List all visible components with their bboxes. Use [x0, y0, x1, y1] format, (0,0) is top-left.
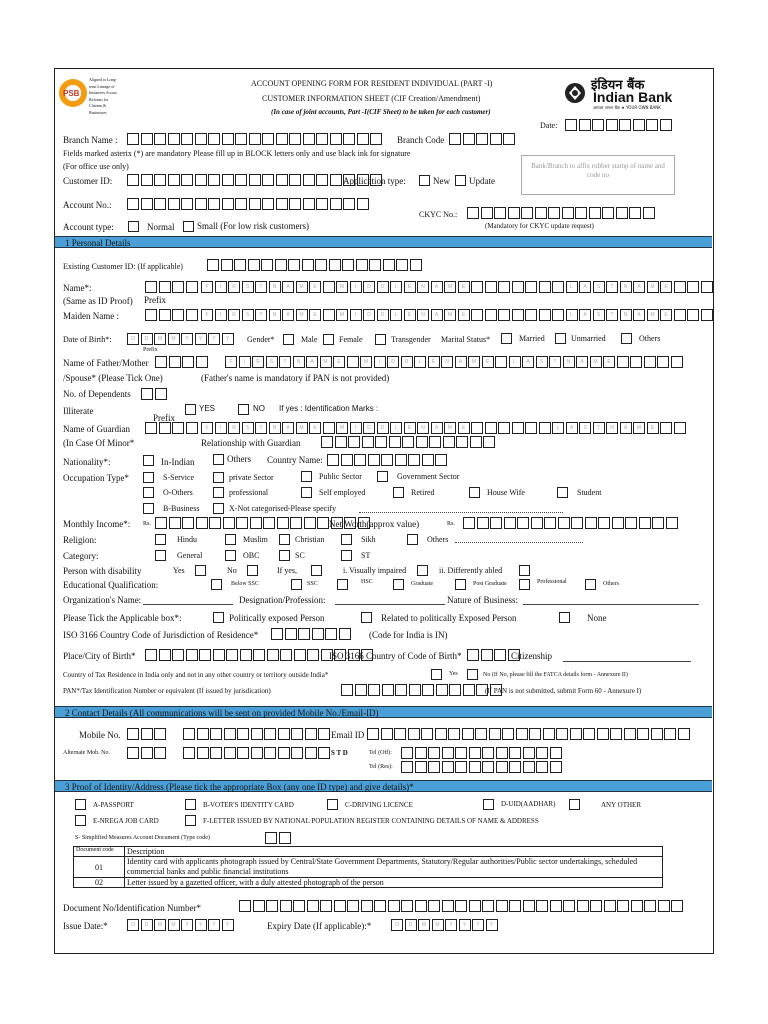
nationality-others-label: Others: [227, 454, 251, 464]
sheet-title: CUSTOMER INFORMATION SHEET (CIF Creation/Amendment): [262, 94, 481, 103]
doc-code-header: Document code: [74, 847, 125, 857]
in-indian-checkbox[interactable]: [143, 455, 154, 466]
self-employed-label: Self employed: [319, 488, 366, 497]
date-boxes[interactable]: [565, 119, 673, 131]
passport-label: A-PASSPORT: [93, 801, 134, 809]
marital-label: Marital Status*: [441, 335, 491, 344]
guardian-name-boxes[interactable]: F I R S T N A M E M I D D L E N A M E L A S T N A M E: [201, 422, 687, 434]
female-checkbox[interactable]: [323, 334, 334, 345]
ckyc-note: (Mandatory for CKYC update request): [485, 222, 594, 230]
document-code-table: [73, 846, 663, 888]
normal-label: Normal: [147, 222, 175, 232]
name-boxes[interactable]: F I R S T N A M E M I D D L E N A M E L A S T N A M E: [201, 281, 714, 293]
same-as-id-label: (Same as ID Proof): [63, 296, 133, 306]
doc-no-boxes[interactable]: [239, 900, 685, 912]
father-note: (Father's name is mandatory if PAN is not provided): [201, 373, 390, 383]
below-ssc-checkbox[interactable]: [211, 579, 222, 590]
joint-account-note: (In case of joint accounts, Part -I(CIF Sheet) to be taken for each customer): [271, 108, 491, 116]
bank-name: Indian Bank: [593, 89, 673, 105]
relationship-label: Relationship with Guardian: [201, 438, 301, 448]
prefix-guardian-label: Prefix: [153, 413, 175, 423]
spouse-label: /Spouse* (Please Tick One): [63, 373, 163, 383]
form-title: ACCOUNT OPENING FORM FOR RESIDENT INDIVIDUAL (PART -I): [251, 79, 493, 88]
x-not-categorised-label: X-Not categorised-Please specify: [229, 504, 337, 513]
issue-date-label: Issue Date:*: [63, 921, 108, 931]
name-prefix-boxes[interactable]: [145, 281, 199, 293]
post-graduate-checkbox[interactable]: [455, 579, 466, 590]
differently-checkbox[interactable]: [519, 565, 530, 576]
marital-others-label: Others: [639, 334, 661, 343]
dependents-boxes[interactable]: [141, 388, 168, 400]
nationality-others-checkbox[interactable]: [213, 454, 224, 465]
application-type-label: Application type:: [343, 176, 406, 186]
designation-line[interactable]: [335, 604, 445, 605]
sikh-label: Sikh: [361, 535, 376, 544]
unmarried-checkbox[interactable]: [555, 333, 566, 344]
designation-label: Designation/Profession:: [239, 595, 326, 605]
education-label: Educational Qualification:: [63, 580, 159, 590]
dependents-label: No. of Dependents: [63, 389, 131, 399]
psb-logo-text: PSB: [63, 89, 80, 98]
disability-no-checkbox[interactable]: [247, 565, 258, 576]
guardian-label: Name of Guardian: [63, 424, 130, 434]
government-label: Government Sector: [397, 472, 460, 481]
net-worth-label: Net Worth(approx value): [329, 519, 420, 529]
new-checkbox[interactable]: [419, 175, 430, 186]
nrega-checkbox[interactable]: [75, 815, 86, 826]
in-indian-label: In-Indian: [161, 457, 195, 467]
hsc-checkbox[interactable]: [337, 579, 348, 590]
tel-off-boxes[interactable]: [401, 747, 563, 759]
b-business-checkbox[interactable]: [143, 503, 154, 514]
branch-code-label: Branch Code: [397, 135, 445, 145]
psb-tagline: Aligned to Long-term Lineage of Initiatives Across Reforms for Citizens & Businesses: [89, 77, 117, 115]
below-ssc-label: Below SSC: [231, 581, 259, 587]
male-label: Male: [301, 335, 318, 344]
country-name-boxes[interactable]: [327, 454, 449, 466]
illiterate-no-checkbox[interactable]: [238, 404, 249, 415]
passport-checkbox[interactable]: [75, 799, 86, 810]
category-label: Category:: [63, 551, 99, 561]
public-label: Public Sector: [319, 472, 362, 481]
maiden-prefix-boxes[interactable]: [145, 309, 199, 321]
tel-res-label: Tel (Res):: [369, 764, 393, 770]
form-page: [54, 68, 714, 954]
marital-others-checkbox[interactable]: [621, 333, 632, 344]
section-contact-details: 2 Contact Details (All communications will be sent on provided Mobile No./Email-ID): [55, 706, 712, 718]
sc-checkbox[interactable]: [279, 550, 290, 561]
occupation-label: Occupation Type*: [63, 473, 129, 483]
nrega-label: E-NREGA JOB CARD: [93, 817, 159, 825]
father-label: Name of Father/Mother: [63, 358, 149, 368]
new-label: New: [433, 176, 450, 186]
retired-checkbox[interactable]: [393, 487, 404, 498]
uid-label: D-UID(AADHAR): [501, 800, 556, 808]
simplified-label: S- Simplified Measures Account Document (Type code): [75, 835, 210, 841]
account-no-boxes[interactable]: [127, 198, 370, 210]
education-others-label: Others: [603, 581, 619, 587]
hsc-label: HSC: [361, 579, 373, 585]
disability-yes-label: Yes: [173, 566, 185, 575]
religion-others-checkbox[interactable]: [407, 534, 418, 545]
female-label: Female: [339, 335, 363, 344]
related-pep-label: Related to politically Exposed Person: [381, 613, 517, 623]
ckyc-boxes[interactable]: [467, 207, 656, 219]
disability-yes-checkbox[interactable]: [195, 565, 206, 576]
ssc-checkbox[interactable]: [291, 579, 302, 590]
citizenship-line[interactable]: [563, 661, 691, 662]
driving-checkbox[interactable]: [327, 799, 338, 810]
small-label: Small (For low risk customers): [197, 221, 309, 231]
none-checkbox[interactable]: [559, 612, 570, 623]
monthly-income-label: Monthly Income*:: [63, 519, 131, 529]
bank-name-hindi: इंडियन बैंक: [591, 78, 645, 93]
o-others-checkbox[interactable]: [143, 487, 154, 498]
doc-description: Identity card with applicants photograph issued by Central/State Government Departments, Statutory/Regular authorities/Public sector undertakings, scheduled commercial banks and public financial institutions: [125, 857, 663, 878]
visually-label: i. Visually impaired: [343, 566, 407, 575]
pep-label: Politically exposed Person: [229, 613, 325, 623]
existing-id-boxes[interactable]: [207, 259, 423, 271]
bank-tagline: आपका अपना बैंक ★ YOUR OWN BANK: [593, 105, 661, 110]
tax-yes-label: Yes: [449, 671, 458, 677]
branch-code-boxes[interactable]: [449, 133, 517, 145]
tax-no-checkbox[interactable]: [467, 669, 478, 680]
sikh-checkbox[interactable]: [341, 534, 352, 545]
professional-checkbox[interactable]: [213, 487, 224, 498]
religion-others-label: Others: [427, 535, 449, 544]
guardian-prefix-boxes[interactable]: [145, 422, 199, 434]
christian-label: Christian: [295, 535, 325, 544]
disability-no-label: No: [227, 566, 237, 575]
student-label: Student: [577, 488, 602, 497]
illiterate-yes-label: YES: [199, 404, 216, 413]
relationship-boxes[interactable]: [321, 436, 497, 448]
uid-checkbox[interactable]: [483, 799, 494, 810]
pan-note: (If PAN is not submitted, submit Form 60 - Annexure I): [485, 687, 642, 695]
place-birth-label: Place/City of Birth*: [63, 651, 136, 661]
org-name-label: Organization's Name:: [63, 595, 142, 605]
npr-checkbox[interactable]: [185, 815, 196, 826]
tax-yes-checkbox[interactable]: [431, 669, 442, 680]
tick-box-label: Please Tick the Applicable box*:: [63, 613, 182, 623]
muslim-label: Muslim: [243, 535, 268, 544]
unmarried-label: Unmarried: [571, 334, 606, 343]
maiden-name-label: Maiden Name :: [63, 311, 119, 321]
christian-checkbox[interactable]: [279, 534, 290, 545]
doc-table-header: [74, 847, 663, 857]
related-pep-checkbox[interactable]: [361, 612, 372, 623]
tel-off-label: Tel (Off):: [369, 750, 392, 756]
any-other-checkbox[interactable]: [569, 799, 580, 810]
alt-mobile-code-boxes[interactable]: [127, 747, 168, 759]
transgender-label: Transgender: [391, 335, 431, 344]
std-label: S T D: [331, 749, 348, 757]
house-wife-label: House Wife: [487, 488, 525, 497]
issue-date-boxes[interactable]: D D M M Y Y Y Y: [127, 919, 235, 931]
dob-label: Date of Birth*:: [63, 335, 112, 344]
st-label: ST: [361, 551, 371, 560]
house-wife-checkbox[interactable]: [469, 487, 480, 498]
self-employed-checkbox[interactable]: [301, 487, 312, 498]
prefix-label: Prefix: [144, 295, 166, 305]
transgender-checkbox[interactable]: [375, 334, 386, 345]
ident-marks-label: If yes : Identification Marks :: [279, 404, 379, 413]
hindu-checkbox[interactable]: [155, 534, 166, 545]
existing-id-label: Existing Customer ID: (If applicable): [63, 262, 183, 271]
s-service-label: S-Service: [163, 473, 195, 482]
date-label: Date:: [540, 121, 558, 130]
general-checkbox[interactable]: [155, 550, 166, 561]
branch-name-label: Branch Name :: [63, 135, 118, 145]
professional-edu-label: Professional: [537, 579, 567, 585]
org-name-line[interactable]: [143, 604, 233, 605]
simplified-boxes[interactable]: [265, 832, 292, 844]
professional-label: professional: [229, 488, 269, 497]
visually-checkbox[interactable]: [417, 565, 428, 576]
iso-res-boxes[interactable]: [271, 628, 352, 640]
tel-res-boxes[interactable]: [401, 761, 563, 773]
pan-label: PAN*/Tax Identification Number or equivalent (If issued by jurisdication): [63, 687, 271, 695]
table-row[interactable]: [74, 857, 663, 878]
doc-code: 01: [74, 857, 125, 878]
male-checkbox[interactable]: [283, 334, 294, 345]
differently-label: ii. Differently abled: [439, 566, 503, 575]
normal-checkbox[interactable]: [128, 221, 139, 232]
disability-label: Person with disability: [63, 566, 142, 576]
customer-id-label: Customer ID:: [63, 176, 113, 186]
hindu-label: Hindu: [177, 535, 197, 544]
s-service-checkbox[interactable]: [143, 472, 154, 483]
instructions-text: Fields marked asterix (*) are mandatory Please fill up in BLOCK letters only and use black ink for signature: [63, 149, 411, 158]
father-name-boxes[interactable]: F I R S T N A M E M I D D L E N A M E L A S T N A M E: [225, 356, 684, 368]
government-checkbox[interactable]: [377, 471, 388, 482]
voter-checkbox[interactable]: [185, 799, 196, 810]
account-no-label: Account No.:: [63, 200, 112, 210]
public-checkbox[interactable]: [301, 471, 312, 482]
indian-bank-icon: [563, 81, 587, 105]
table-row[interactable]: [74, 878, 663, 888]
net-worth-rs: Rs.: [447, 521, 455, 527]
mobile-code-boxes[interactable]: [127, 728, 168, 740]
private-checkbox[interactable]: [213, 472, 224, 483]
small-checkbox[interactable]: [183, 221, 194, 232]
minor-label: (In Case Of Minor*: [63, 438, 135, 448]
st-checkbox[interactable]: [341, 550, 352, 561]
section-proof-of-identity: 3 Proof of Identity/Address (Please tick the appropriate Box (any one ID type) and give details)*: [55, 780, 712, 792]
section-personal-details: 1 Personal Details: [55, 236, 712, 248]
if-yes-label: If yes,: [277, 566, 297, 575]
office-use-label: (For office use only): [63, 162, 129, 171]
b-business-label: B-Business: [163, 504, 200, 513]
mobile-label: Mobile No.: [79, 730, 121, 740]
name-label: Name*:: [63, 283, 92, 293]
x-not-categorised-checkbox[interactable]: [213, 503, 224, 514]
general-label: General: [177, 551, 203, 560]
none-label: None: [587, 613, 607, 623]
iso-res-label: ISO 3166 Country Code of Jurisdiction of Residence*: [63, 630, 259, 640]
retired-label: Retired: [411, 488, 435, 497]
ckyc-label: CKYC No.:: [419, 210, 458, 219]
alt-mobile-boxes[interactable]: [183, 747, 332, 759]
maiden-name-boxes[interactable]: F I R S T N A M E M I D D L E N A M E L A S T N A M E: [201, 309, 714, 321]
illiterate-no-label: NO: [253, 404, 265, 413]
x-not-specify-line[interactable]: [359, 512, 563, 513]
tax-no-label: No (If No, please fill the FATCA details form - Annexure II): [483, 672, 628, 678]
alt-mobile-label: Alternate Mob. No.: [63, 750, 110, 756]
illiterate-label: Illiterate: [63, 406, 94, 416]
stamp-text: Bank/Branch to affix rubber stamp of name and code no: [531, 162, 665, 179]
obc-checkbox[interactable]: [225, 550, 236, 561]
stamp-box: [521, 155, 675, 195]
prefix-small-label: Prefix: [143, 347, 158, 353]
illiterate-yes-checkbox[interactable]: [185, 404, 196, 415]
tax-residence-label: Country of Tax Residence in India only and not in any other country or territory outside India*: [63, 671, 329, 679]
private-label: private Sector: [229, 473, 274, 482]
gender-label: Gender*: [247, 335, 275, 344]
update-checkbox[interactable]: [455, 175, 466, 186]
sc-label: SC: [295, 551, 305, 560]
nationality-label: Nationality*:: [63, 457, 111, 467]
muslim-checkbox[interactable]: [225, 534, 236, 545]
any-other-label: ANY OTHER: [601, 801, 641, 809]
nature-label: Nature of Business:: [447, 595, 518, 605]
ssc-label: SSC: [307, 581, 318, 587]
doc-code: 02: [74, 878, 125, 888]
expiry-date-label: Expiry Date (If applicable):*: [267, 921, 372, 931]
email-boxes[interactable]: [367, 728, 691, 740]
pan-boxes[interactable]: [341, 684, 503, 696]
voter-label: B-VOTER'S IDENTITY CARD: [203, 801, 294, 809]
religion-label: Religion:: [63, 535, 97, 545]
net-worth-boxes[interactable]: [463, 517, 679, 529]
country-name-label: Country Name:: [267, 455, 323, 465]
citizenship-label: Citizenship: [511, 651, 552, 661]
driving-label: C-DRIVING LICENCE: [345, 801, 413, 809]
code-india-label: (Code for India is IN): [369, 630, 448, 640]
mobile-boxes[interactable]: [183, 728, 332, 740]
if-yes-checkbox[interactable]: [311, 565, 322, 576]
education-others-checkbox[interactable]: [585, 579, 596, 590]
email-label: Email ID: [331, 730, 365, 740]
expiry-date-boxes[interactable]: D D M M Y Y Y Y: [391, 919, 499, 931]
professional-edu-checkbox[interactable]: [519, 579, 530, 590]
married-label: Married: [519, 334, 545, 343]
o-others-label: O-Others: [163, 488, 193, 497]
monthly-income-rs: Rs.: [143, 521, 151, 527]
graduate-checkbox[interactable]: [393, 579, 404, 590]
branch-name-boxes[interactable]: [127, 133, 384, 145]
dob-boxes[interactable]: D D M M Y Y Y Y: [127, 333, 235, 345]
father-prefix-boxes[interactable]: [155, 356, 209, 368]
post-graduate-label: Post Graduate: [473, 581, 507, 587]
student-checkbox[interactable]: [557, 487, 568, 498]
update-label: Update: [469, 176, 495, 186]
religion-others-line[interactable]: [455, 542, 583, 543]
account-type-label: Account type:: [63, 222, 114, 232]
pep-checkbox[interactable]: [213, 612, 224, 623]
description-header: Description: [125, 847, 663, 857]
graduate-label: Graduate: [411, 581, 433, 587]
doc-no-label: Document No/Identification Number*: [63, 903, 201, 913]
married-checkbox[interactable]: [501, 333, 512, 344]
obc-label: OBC: [243, 551, 260, 560]
doc-description: Letter issued by a gazetted officer, with a duly attested photograph of the person: [125, 878, 663, 888]
npr-label: F-LETTER ISSUED BY NATIONAL POPULATION REGISTER CONTAINING DETAILS OF NAME & ADDRESS: [203, 817, 539, 825]
iso-birth-label: ISO 3166 Country of Code of Birth*: [329, 651, 462, 661]
nature-line[interactable]: [523, 604, 699, 605]
